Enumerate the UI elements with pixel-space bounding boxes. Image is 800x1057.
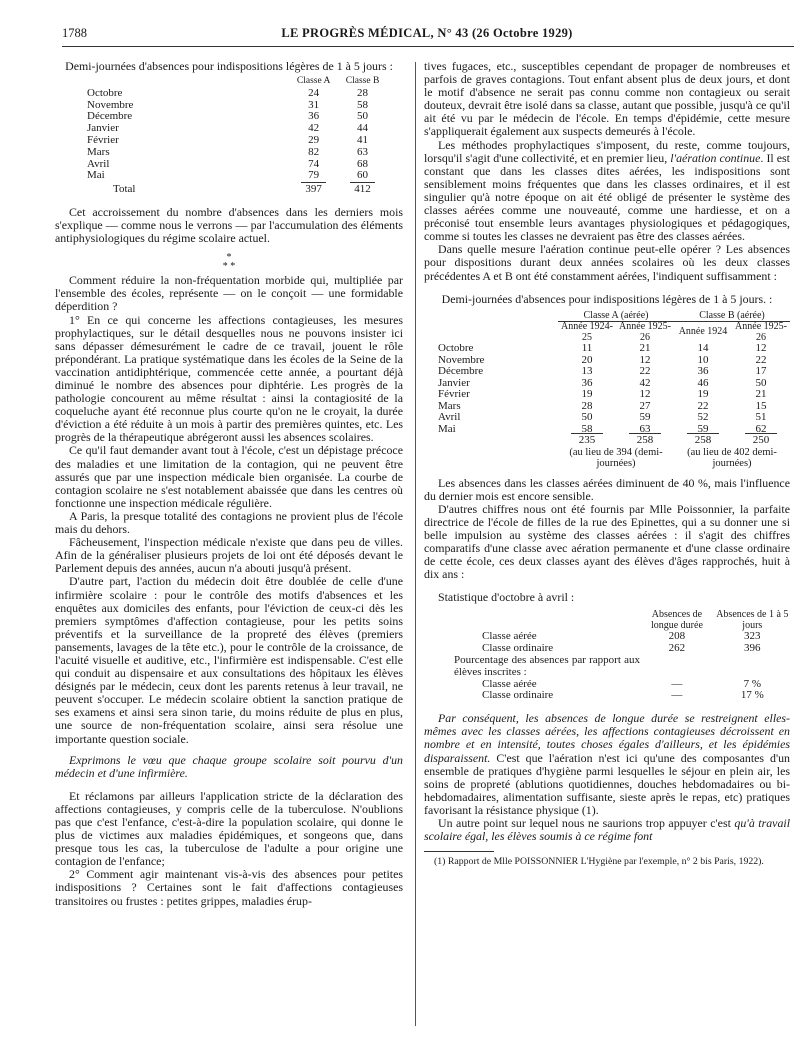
paragraph: Fâcheusement, l'inspection médicale n'existe que dans peu de villes. Afin de la généraliser plusieurs projets de loi ont été déposés devant le Parlement depuis des années, aucun n'a abouti jusqu'à présent. (55, 535, 403, 576)
month-label: Janvier (438, 376, 470, 389)
page-number: 1788 (62, 26, 87, 40)
cell: 82 (308, 145, 320, 158)
star: * (226, 252, 232, 264)
cell: 12 (639, 353, 651, 366)
cell: 10 (697, 353, 709, 366)
table2-note-b: (au lieu de 402 demi-journées) (687, 446, 777, 469)
cell: 36 (581, 376, 593, 389)
table-row (87, 88, 387, 100)
total-cell: 250 (745, 433, 778, 446)
table2 (438, 310, 790, 469)
footnote: (1) Rapport de Mlle POISSONNIER L'Hygiène par l'exemple, n° 2 bis Paris, 1922). (434, 856, 764, 868)
table-row (438, 412, 790, 424)
cell: 36 (697, 365, 709, 378)
italic-span: l'aération continue (670, 150, 761, 165)
month-label: Mai (87, 169, 105, 182)
italic-paragraph: Exprimons le vœu que chaque groupe scolaire soit pourvu d'un médecin et d'une infirmière. (55, 752, 403, 780)
cell: 22 (697, 399, 709, 412)
table-row (438, 424, 790, 436)
cell: 46 (697, 376, 709, 389)
cell: 262 (668, 642, 686, 655)
table-total-row (87, 182, 387, 196)
cell: 13 (581, 365, 593, 378)
table-row (438, 389, 790, 401)
total-cell: 258 (687, 433, 720, 446)
running-title: LE PROGRÈS MÉDICAL, N° 43 (26 Octobre 1929) (281, 26, 573, 40)
cell: 42 (639, 376, 651, 389)
cell: 7 % (743, 677, 762, 690)
month-label: Décembre (438, 365, 484, 378)
row-label: Classe aérée (482, 630, 537, 643)
table2-group-a: Classe A (aérée) (558, 310, 674, 322)
cell: 60 (357, 169, 369, 182)
paragraph: tives fugaces, etc., susceptibles cependant de propager de nombreuses et parfois de graves contagions. Tout enfant absent plus de deux jours, et dont le motif d'absence ne serait pas connu comme non contagieux ou serait douteux, devrait être isolé dans sa classe, autant que possible, jusqu'à ce qu'il ait été vu par le médecin de l'école. En temps d'épidémie, cette mesure s'appliquerait également aux suspects demeurés à l'école. (424, 59, 790, 139)
column-header: Année 1924-25 (561, 321, 613, 343)
table1-title: Demi-journées d'absences pour indispositions légères de 1 à 5 jours : (65, 59, 393, 73)
paragraph: A Paris, la presque totalité des contagions ne provient plus de l'école mais du dehors. (55, 508, 403, 537)
cell: 59 (639, 411, 651, 424)
cell: 21 (755, 388, 767, 401)
cell: 51 (755, 411, 767, 424)
column-header: Année 1925-26 (735, 321, 787, 343)
cell: 31 (308, 98, 320, 111)
table2-note-a: (au lieu de 394 (demi-journées) (569, 446, 663, 469)
paragraph (424, 712, 790, 817)
cell: 19 (581, 388, 593, 401)
cell: 62 (755, 422, 767, 435)
cell: 41 (357, 133, 369, 146)
cell: — (671, 689, 683, 702)
cell: 28 (581, 399, 593, 412)
table-row (87, 111, 387, 123)
cell: 29 (308, 133, 320, 146)
table-row (87, 159, 387, 171)
table-row (438, 401, 790, 413)
cell: 50 (357, 110, 369, 123)
total-cell: 258 (629, 433, 662, 446)
cell: 52 (697, 411, 709, 424)
month-label: Avril (438, 411, 461, 424)
paragraph: D'autres chiffres nous ont été fournis par Mlle Poissonnier, la parfaite directrice de l'école de filles de la rue des Epinettes, qui a su donner une si belle impulsion au système des classes aérées : il s'agit des chiffres comparatifs d'une classe avec aération permanente et d'une classe ordinaire de cette école, ces deux classes ayant des élèves d'âges rapprochés, huit à dix ans : (424, 501, 790, 582)
month-label: Mai (438, 422, 456, 435)
table-row (87, 100, 387, 112)
row-label: Classe ordinaire (482, 642, 554, 655)
cell: 11 (581, 342, 593, 355)
text-span: . Il est constant que dans les classes dites aérées, les indispositions sont sensiblement moins fréquentes que dans les classes ordinaires, et il est singulier qu'à notre époque on ait été obligé de présenter le système des classes aérées comme une nouveauté, comme une hardiesse, et on a préconisé tout ensemble leurs avantages physiologiques et pédagogiques, comme si toutes les classes ne devraient pas être des classes aérées. (424, 150, 790, 244)
row-label: Classe ordinaire (482, 689, 554, 702)
cell: 28 (357, 86, 369, 99)
cell: 27 (639, 399, 651, 412)
month-label: Décembre (87, 110, 133, 123)
paragraph: Ce qu'il faut demander avant tout à l'école, c'est un dépistage précoce des maladies et une limitation de la contagion, qui ne peuvent être assurés que par une inspection médicale bien organisée. La courbe de contagion scolaire ne s'est notablement abaissée que dans les centres où fonctionne une inspection médicale régulière. (55, 443, 403, 510)
paragraph: Dans quelle mesure l'aération continue peut-elle opérer ? Les absences pour dispositions durant deux années scolaires où les deux classes précédentes A et B ont été constamment aérées, l'indiquent suffisamment : (424, 242, 790, 283)
right-column (424, 60, 790, 867)
cell: 22 (755, 353, 767, 366)
table2-title: Demi-journées d'absences pour indispositions légères de 1 à 5 jours. : (441, 291, 773, 306)
paragraph: Cet accroissement du nombre d'absences dans les derniers mois s'explique — comme nous le verrons — par l'accumulation des éléments antiphysiologiques du régime scolaire actuel. (55, 204, 403, 246)
total-label: Total (113, 183, 136, 196)
cell: 21 (639, 342, 651, 355)
month-label: Février (438, 388, 470, 401)
cell: 323 (744, 630, 761, 643)
italic-span: Par conséquent, les absences de longue durée se restreignent elles-mêmes avec les classes aérées, les affections contagieuses décroissent en nombre et en intensité, toutes choses égales d'ailleurs, et les épidémies disparaissent. (424, 711, 790, 765)
table1-col-b: Classe B (345, 76, 380, 86)
cell: 19 (697, 388, 709, 401)
paragraph: Statistique d'octobre à avril : (438, 590, 575, 605)
month-label: Octobre (438, 342, 474, 355)
header-rule (62, 46, 794, 47)
cell: 42 (308, 122, 320, 135)
cell: 58 (357, 98, 369, 111)
cell: 20 (581, 353, 593, 366)
month-label: Avril (87, 157, 110, 170)
italic-span: qu'à travail scolaire égal, les élèves soumis à ce régime font (424, 815, 791, 844)
left-column (55, 60, 403, 908)
cell: 12 (639, 388, 651, 401)
table-row (87, 123, 387, 135)
cell: 50 (581, 411, 593, 424)
cell: 68 (357, 157, 369, 170)
table-row (87, 170, 387, 182)
paragraph: 2° Comment agir maintenant vis-à-vis des absences pour petites indispositions ? Certaines sont le fait d'affections contagieuses transitoires ou frustes : petites grippes, maladies érup- (55, 867, 403, 908)
month-label: Novembre (438, 353, 485, 366)
cell: 208 (668, 630, 686, 643)
paragraph: Et réclamons par ailleurs l'application stricte de la déclaration des affections contagieuses, y compris celle de la tuberculose. N'oublions pas que c'est l'enfance, c'est-à-dire la population scolaire, qui donne le plus de victimes aux maladies épidémiques, et songeons que, dans presque tous les cas, la tuberculose de l'adulte a pour origine une contagion de l'enfance; (55, 788, 403, 869)
paragraph: Comment réduire la non-fréquentation morbide qui, multipliée par l'ensemble des écoles, représente — on le conçoit — une formidable déperdition ? (55, 273, 403, 314)
table-row (87, 135, 387, 147)
table2-group-b: Classe B (aérée) (674, 310, 790, 322)
table-row (438, 355, 790, 367)
cell: — (671, 677, 683, 690)
column-header: Année 1925-26 (619, 321, 671, 343)
cell: 50 (755, 376, 767, 389)
text-span: C'est que l'aération n'est ici qu'une des composantes d'un ensemble de pratiques d'hygiène parmi lesquelles le séjour en plein air, les soins de propreté (ablutions quotidiennes, douches hebdomadaires ou bi-hebdomadaires, alimentation suffisante, sieste après le repas, etc) pratiques favorisant la résistance physique (1). (424, 750, 790, 817)
column-header: Année 1924 (678, 326, 728, 338)
table-row (87, 147, 387, 159)
cell: 74 (308, 157, 320, 170)
column-divider (415, 62, 416, 1026)
month-label: Mars (87, 145, 110, 158)
cell: 79 (308, 169, 320, 182)
month-label: Novembre (87, 98, 134, 111)
text-span: Un autre point sur lequel nous ne saurions trop appuyer c'est (438, 815, 735, 830)
cell: 17 (755, 365, 767, 378)
paragraph: Les absences dans les classes aérées diminuent de 40 %, mais l'influence du dernier mois est encore sensible. (424, 475, 790, 503)
paragraph: 1° En ce qui concerne les affections contagieuses, les mesures prophylactiques, sur le détail desquelles nous ne pouvons insister ici sans dépasser démesurément le cadre de ce travail, jouent le rôle prépondérant. La pratique systématique dans les écoles de la Seine de la vaccination antidiphtérique, commencée cette année, a pourtant déjà diminué le nombre des absences pour diphtérie. Les progrès de la pathologie concourent au même résultat : ainsi la contagiosité de la coqueluche ayant été reconnue plus courte qu'on ne le croyait, la durée d'éviction a été réduite à un mois à partir des premières quintes, etc. Les progrès de la thérapeutique abrégeront aussi les absences scolaires. (55, 312, 403, 445)
cell: 58 (581, 422, 593, 435)
table3 (454, 610, 790, 702)
cell: 396 (744, 642, 761, 655)
month-label: Janvier (87, 122, 119, 135)
footnote-rule (424, 851, 494, 852)
text-span: Les méthodes prophylactiques s'imposent, du reste, comme toujours, lorsqu'il s'agit d'une collectivité, et en premier lieu, (424, 137, 790, 165)
percentage-title: Pourcentage des absences par rapport aux élèves inscrites : (454, 654, 640, 678)
paragraph (424, 139, 790, 244)
cell: 36 (308, 110, 320, 123)
table1-col-a: Classe A (296, 76, 331, 86)
total-cell: 235 (571, 433, 604, 446)
paragraph (424, 817, 790, 843)
cell: 22 (639, 365, 651, 378)
table-row (454, 690, 790, 702)
cell: 17 % (740, 689, 764, 702)
paragraph: D'autre part, l'action du médecin doit être doublée de celle d'une infirmière scolaire : pour le contrôle des motifs d'absences et les enquêtes aux domiciles des enfants, pour l'éviction de ceux-ci dès les premiers symptômes d'affection contagieuse, pour les petits soins préventifs et la surveillance de la propreté des élèves (premiers pansements, lavages de la tête etc.), pour le contrôle de la croissance, de l'acuité visuelle et auditive, etc., l'infirmière est indispensable. C'est elle qui conduit au dispensaire et aux consultations des hôpitaux les élèves désignés par le médecin, ceux dont les parents retenus à leur travail, ne peuvent s'occuper. Le médecin scolaire obtient la sanction pratique de ses examens et ainsi sera sinon tarie, du moins réduite de plus en plus, une source de non-fréquentation scolaire, ainsi sera résolue une importante question sociale. (55, 574, 403, 746)
cell: 14 (697, 342, 709, 355)
table-row (438, 378, 790, 390)
table-total-row (438, 435, 790, 447)
cell: 59 (697, 422, 709, 435)
table1 (87, 76, 387, 196)
column-header: Absences de 1 à 5 jours (716, 609, 789, 631)
month-label: Mars (438, 399, 461, 412)
month-label: Février (87, 133, 119, 146)
table-row (438, 343, 790, 355)
star: * * (222, 261, 236, 273)
row-label: Classe aérée (482, 677, 537, 690)
section-stars (55, 253, 403, 271)
cell: 63 (357, 145, 369, 158)
month-label: Octobre (87, 86, 123, 99)
cell: 12 (755, 342, 767, 355)
column-header: Absences de longue durée (650, 609, 703, 631)
cell: 24 (308, 86, 320, 99)
total-a: 397 (301, 182, 326, 195)
total-b: 412 (350, 182, 375, 195)
page-header (62, 26, 792, 48)
cell: 15 (755, 399, 767, 412)
cell: 63 (639, 422, 651, 435)
table-row (438, 366, 790, 378)
cell: 44 (357, 122, 369, 135)
